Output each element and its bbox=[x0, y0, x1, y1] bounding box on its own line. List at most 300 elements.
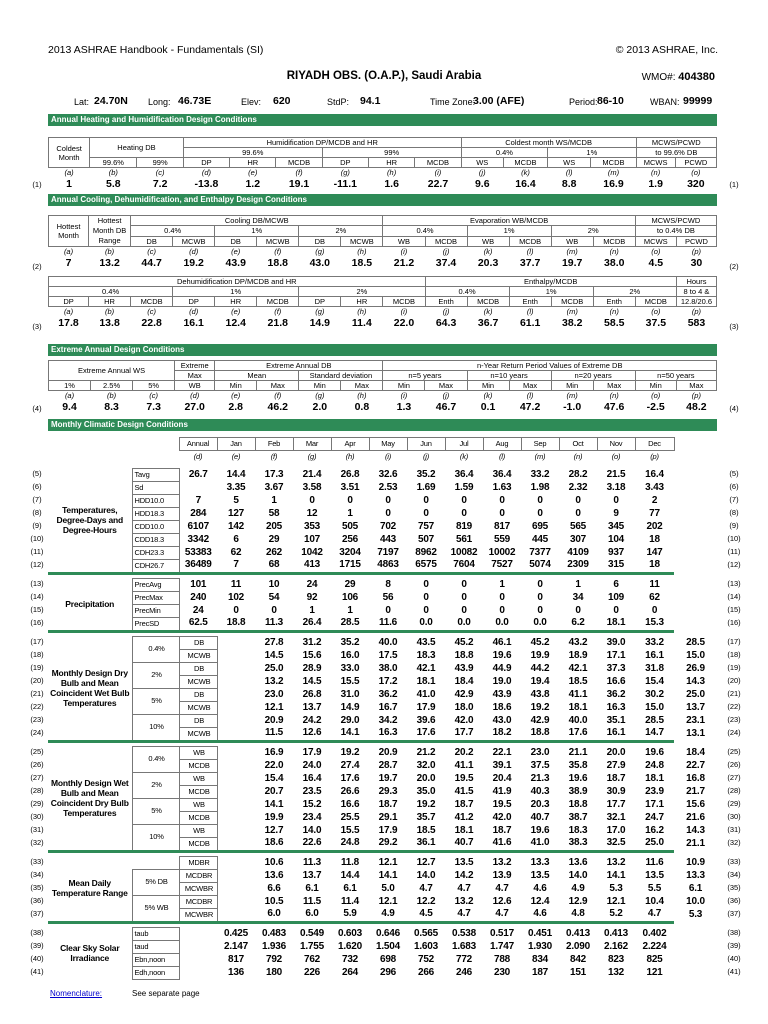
annual-value bbox=[217, 908, 255, 922]
month-value: 107 bbox=[303, 533, 321, 545]
annual-value bbox=[217, 895, 255, 908]
design-value: 37.7 bbox=[519, 257, 541, 269]
month-value: 42.1 bbox=[568, 662, 588, 674]
row-number: (9) bbox=[729, 521, 739, 530]
annual-value bbox=[217, 869, 255, 882]
colhead: Max bbox=[593, 381, 635, 391]
month-value: 3.58 bbox=[302, 481, 322, 493]
colhead: 1% bbox=[49, 381, 91, 391]
month-value: 17.3 bbox=[264, 468, 284, 480]
subhead: 0.4% bbox=[383, 226, 467, 236]
col-coldest-month: Coldest Month bbox=[49, 138, 90, 168]
month-value: 4.7 bbox=[495, 908, 509, 920]
wban-label: WBAN: bbox=[650, 97, 680, 107]
design-value: 9.4 bbox=[62, 401, 77, 413]
month-value: 11.6 bbox=[378, 617, 398, 629]
month-value: 29.2 bbox=[378, 837, 398, 849]
month-value: 41.0 bbox=[530, 837, 550, 849]
subhead: 2% bbox=[299, 287, 425, 297]
nomenclature-link[interactable]: Nomenclature: bbox=[50, 989, 103, 998]
period-label: Period: bbox=[569, 97, 598, 107]
month-value: 32.6 bbox=[378, 468, 398, 480]
month-value: 42.0 bbox=[454, 714, 474, 726]
month-value: 16.1 bbox=[645, 649, 664, 661]
design-value: 20.3 bbox=[477, 257, 499, 269]
month-value: 12.7 bbox=[264, 824, 284, 836]
month-value: 8962 bbox=[415, 546, 437, 558]
row-label: WB bbox=[179, 798, 217, 811]
row-number: (32) bbox=[727, 838, 741, 847]
month-value: 1 bbox=[347, 507, 353, 519]
month-value: 42.9 bbox=[530, 714, 550, 726]
month-header: Jul bbox=[445, 438, 483, 451]
design-value: 36.7 bbox=[477, 317, 499, 329]
footer bbox=[50, 989, 200, 998]
month-value: 18.1 bbox=[416, 675, 436, 687]
column-letter: (f) bbox=[295, 168, 303, 177]
month-value: 13.7 bbox=[302, 869, 322, 881]
colhead: WB bbox=[467, 236, 509, 246]
column-letter: (e) bbox=[231, 452, 241, 461]
month-value: 23.1 bbox=[686, 714, 705, 726]
month-value: 15.0 bbox=[686, 649, 705, 661]
group-label-mwb: Monthly Design Wet Bulb and Mean Coincident Dry Bulb Temperatures bbox=[50, 777, 129, 818]
month-value: 102 bbox=[227, 591, 245, 603]
blank bbox=[48, 438, 132, 451]
month-value: 1 bbox=[271, 494, 277, 506]
colhead: MCDB bbox=[635, 297, 676, 307]
month-value: 0 bbox=[499, 591, 505, 603]
month-header: Sep bbox=[521, 438, 559, 451]
month-value: 1.98 bbox=[530, 481, 550, 493]
month-value: 6.0 bbox=[267, 908, 281, 920]
long-label: Long: bbox=[148, 97, 171, 107]
row-label: CDD18.3 bbox=[132, 533, 179, 546]
month-value: 38.9 bbox=[568, 785, 588, 797]
month-value: 43.8 bbox=[530, 688, 550, 700]
month-value: 33.0 bbox=[340, 662, 360, 674]
month-value: 0 bbox=[271, 604, 277, 616]
month-value: 31.8 bbox=[645, 662, 664, 674]
row-number: (26) bbox=[30, 760, 44, 769]
colhead: DP bbox=[173, 297, 215, 307]
tz-value: 3.00 (AFE) bbox=[473, 95, 525, 107]
col-extreme-ws: Extreme Annual WS bbox=[49, 361, 175, 381]
month-value: 2.147 bbox=[223, 940, 249, 952]
month-value: 559 bbox=[493, 533, 511, 545]
month-value: 0.0 bbox=[495, 617, 509, 629]
row-number: (7) bbox=[729, 495, 739, 504]
column-letter: (p) bbox=[691, 247, 701, 256]
column-letter: (k) bbox=[521, 168, 530, 177]
month-value: 11.6 bbox=[645, 856, 664, 868]
month-value: 22.6 bbox=[302, 837, 322, 849]
colhead: MCDB bbox=[415, 158, 461, 168]
subhead: Standard deviation bbox=[299, 371, 383, 381]
row-label: DB bbox=[179, 714, 217, 727]
month-value: 732 bbox=[341, 953, 359, 965]
group-label-mdtr: Mean Daily Temperature Range bbox=[51, 878, 128, 899]
month-value: 565 bbox=[569, 520, 587, 532]
month-value: 4863 bbox=[377, 559, 399, 571]
letter-row bbox=[49, 247, 717, 257]
row-label: MCDB bbox=[179, 811, 217, 824]
row-label: CDH23.3 bbox=[132, 546, 179, 559]
month-value: 35.0 bbox=[416, 785, 436, 797]
row-number: (5) bbox=[729, 469, 739, 478]
month-value: 17.1 bbox=[645, 798, 664, 810]
design-value: 5.8 bbox=[106, 178, 121, 190]
month-header: Mar bbox=[293, 438, 331, 451]
month-value: 10082 bbox=[450, 546, 478, 558]
month-value: 43.0 bbox=[492, 714, 512, 726]
monthly-table bbox=[48, 437, 717, 980]
month-value: 13.2 bbox=[606, 856, 626, 868]
colhead: DP bbox=[299, 297, 341, 307]
row-number: (39) bbox=[727, 941, 741, 950]
design-value: 19.2 bbox=[183, 257, 204, 269]
colhead: Max bbox=[257, 381, 299, 391]
month-value: 41.0 bbox=[416, 688, 436, 700]
monthly-row bbox=[48, 507, 717, 520]
col-extreme-db: Extreme Annual DB bbox=[215, 361, 383, 371]
colhead: HR bbox=[230, 158, 276, 168]
colhead: WB bbox=[551, 236, 593, 246]
month-value: 4.5 bbox=[419, 908, 433, 920]
month-value: 23.4 bbox=[302, 811, 322, 823]
section-heating-title: Annual Heating and Humidification Design Conditions bbox=[48, 114, 717, 126]
month-header: Jun bbox=[407, 438, 445, 451]
design-value: -2.5 bbox=[646, 401, 665, 413]
column-letter: (b) bbox=[104, 247, 115, 256]
month-value: 0 bbox=[423, 604, 429, 616]
month-value: 18.9 bbox=[568, 649, 588, 661]
row-label: MCDBR bbox=[179, 869, 217, 882]
design-value: 1.2 bbox=[245, 178, 261, 190]
month-value: 2.224 bbox=[642, 940, 667, 952]
row-number: (40) bbox=[727, 954, 741, 963]
colhead: Min bbox=[635, 381, 676, 391]
subhead: n=50 years bbox=[635, 371, 716, 381]
month-value: 507 bbox=[417, 533, 435, 545]
column-letter: (g) bbox=[315, 391, 325, 400]
row-number: (21) bbox=[30, 689, 44, 698]
month-value: 38.7 bbox=[568, 811, 588, 823]
column-letter: (g) bbox=[340, 168, 350, 177]
row-number: (12) bbox=[30, 560, 44, 569]
row-number: (13) bbox=[727, 579, 741, 588]
month-value: 18 bbox=[649, 559, 660, 571]
percentile-label: 5% bbox=[132, 798, 179, 824]
month-value: 32.5 bbox=[606, 837, 626, 849]
annual-value: 36489 bbox=[184, 559, 212, 571]
design-value: 22.7 bbox=[427, 178, 449, 190]
month-value: 5.3 bbox=[688, 909, 703, 920]
colhead: MCWB bbox=[173, 236, 215, 246]
design-value: 320 bbox=[687, 178, 705, 190]
month-value: 16.6 bbox=[606, 675, 626, 687]
row-number: (32) bbox=[30, 838, 44, 847]
annual-value: 62.5 bbox=[188, 617, 208, 629]
design-value: 2.0 bbox=[312, 401, 328, 413]
month-value: 1715 bbox=[339, 559, 361, 571]
subhead: n=5 years bbox=[383, 371, 467, 381]
colhead: 99.6% bbox=[90, 158, 137, 168]
column-letter: (h) bbox=[357, 391, 367, 400]
month-value: 1 bbox=[575, 578, 581, 590]
month-value: 772 bbox=[455, 953, 473, 965]
colhead: DP bbox=[183, 158, 229, 168]
design-value: 44.7 bbox=[141, 257, 162, 269]
design-value: 9.6 bbox=[474, 178, 490, 190]
design-value: 22.8 bbox=[141, 317, 162, 329]
month-value: 14.5 bbox=[302, 675, 322, 687]
subhead: 2% bbox=[593, 287, 676, 297]
colhead: HR bbox=[368, 158, 414, 168]
month-value: 413 bbox=[303, 559, 321, 571]
subhead: n=20 years bbox=[551, 371, 635, 381]
row-number: (8) bbox=[729, 508, 739, 517]
month-value: 23.5 bbox=[302, 785, 322, 797]
month-value: 151 bbox=[569, 966, 587, 978]
column-letter: (g) bbox=[315, 247, 325, 256]
month-value: 142 bbox=[227, 520, 245, 532]
month-value: 36.4 bbox=[492, 468, 512, 480]
month-value: 36.1 bbox=[416, 837, 436, 849]
month-value: 0 bbox=[537, 591, 543, 603]
month-value: 54 bbox=[268, 591, 280, 603]
row-number: (19) bbox=[30, 663, 44, 672]
month-value: 0 bbox=[499, 507, 505, 519]
month-value: 43.2 bbox=[568, 636, 588, 648]
annual-value: 26.7 bbox=[188, 468, 208, 480]
section-cooling-title: Annual Cooling, Dehumidification, and Enthalpy Design Conditions bbox=[48, 194, 717, 206]
month-value: 24.2 bbox=[302, 714, 322, 726]
row-label: MCWB bbox=[179, 701, 217, 714]
month-value: 443 bbox=[379, 533, 397, 545]
design-value: 19.1 bbox=[288, 178, 310, 190]
monthly-row bbox=[48, 688, 717, 701]
monthly-row bbox=[48, 617, 717, 631]
month-value: 819 bbox=[455, 520, 473, 532]
annual-value bbox=[179, 481, 217, 494]
month-value: 17.6 bbox=[340, 772, 360, 784]
month-value: 16.4 bbox=[302, 772, 322, 784]
month-value: 14.1 bbox=[606, 869, 626, 881]
column-letter: (l) bbox=[498, 452, 506, 461]
colhead: 2.5% bbox=[91, 381, 133, 391]
row-number: (24) bbox=[727, 728, 741, 737]
month-value: 825 bbox=[646, 953, 663, 965]
month-value: 18.7 bbox=[492, 824, 512, 836]
month-value: 12.1 bbox=[378, 895, 398, 907]
month-value: 14.1 bbox=[378, 869, 398, 881]
monthly-row bbox=[48, 746, 717, 759]
column-letter: (j) bbox=[442, 307, 450, 316]
month-value: 28.5 bbox=[340, 617, 360, 629]
colhead: Min bbox=[467, 381, 509, 391]
month-value: 0 bbox=[461, 604, 467, 616]
month-value: 13.9 bbox=[492, 869, 512, 881]
month-value: 180 bbox=[265, 966, 283, 978]
month-value: 13.7 bbox=[686, 701, 705, 713]
column-letter: (k) bbox=[483, 391, 493, 400]
column-letter: (o) bbox=[651, 391, 661, 400]
month-value: 10.5 bbox=[264, 895, 284, 907]
row-number: (33) bbox=[727, 857, 741, 866]
month-value: 6.2 bbox=[571, 617, 585, 629]
month-value: 1.620 bbox=[337, 940, 363, 952]
col-extreme-max: Extreme bbox=[175, 361, 215, 371]
month-value: 7197 bbox=[377, 546, 399, 558]
row-number: (23) bbox=[30, 715, 44, 724]
month-value: 18.5 bbox=[568, 675, 588, 687]
design-value: 17.8 bbox=[58, 317, 79, 329]
month-value: 10.4 bbox=[645, 895, 664, 907]
row-label: MCDBR bbox=[179, 895, 217, 908]
month-value: 43.9 bbox=[454, 662, 474, 674]
monthly-row bbox=[48, 927, 717, 940]
column-letter: (i) bbox=[434, 168, 442, 177]
design-value: 8.8 bbox=[561, 178, 577, 190]
row-number: (28) bbox=[30, 786, 44, 795]
month-value: 15.4 bbox=[264, 772, 284, 784]
colhead: MCWS bbox=[636, 158, 675, 168]
month-value: 29.0 bbox=[340, 714, 360, 726]
subhead: 1% bbox=[467, 226, 551, 236]
monthly-row bbox=[48, 953, 717, 966]
month-value: 40.7 bbox=[454, 837, 474, 849]
column-letter: (f) bbox=[270, 452, 278, 461]
annual-value: 53383 bbox=[184, 546, 212, 558]
month-value: 14.3 bbox=[686, 824, 705, 836]
month-value: 46.1 bbox=[492, 636, 512, 648]
column-letter: (m) bbox=[566, 247, 578, 256]
month-value: 21.4 bbox=[302, 468, 322, 480]
row-number: (1) bbox=[32, 180, 42, 189]
row-number: (35) bbox=[30, 883, 44, 892]
design-value: 16.9 bbox=[603, 178, 624, 190]
row-label: PrecMin bbox=[132, 604, 179, 617]
month-value: 0.0 bbox=[457, 617, 471, 629]
row-number: (33) bbox=[30, 857, 44, 866]
month-value: 4.8 bbox=[571, 908, 585, 920]
column-letter: (o) bbox=[651, 247, 661, 256]
month-value: 68 bbox=[268, 559, 280, 571]
colhead: MCDB bbox=[503, 158, 547, 168]
monthly-row bbox=[48, 546, 717, 559]
month-value: 15.5 bbox=[340, 824, 360, 836]
month-letter-row bbox=[48, 451, 717, 464]
elev-value: 620 bbox=[273, 95, 291, 107]
month-value: 4109 bbox=[567, 546, 589, 558]
month-value: 28.9 bbox=[302, 662, 322, 674]
month-value: 1.603 bbox=[413, 940, 439, 952]
month-value: 37.5 bbox=[530, 759, 550, 771]
column-letter: (e) bbox=[231, 307, 241, 316]
colhead: MCDB bbox=[131, 297, 173, 307]
annual-value bbox=[179, 966, 217, 979]
design-value: 16.1 bbox=[183, 317, 204, 329]
month-value: 0.549 bbox=[299, 927, 325, 939]
monthly-row bbox=[48, 604, 717, 617]
column-letter: (n) bbox=[651, 168, 661, 177]
row-number: (27) bbox=[727, 773, 741, 782]
month-value: 18.4 bbox=[454, 675, 474, 687]
month-value: 0 bbox=[613, 494, 619, 506]
design-value: 13.8 bbox=[99, 317, 120, 329]
column-letter: (b) bbox=[104, 307, 115, 316]
column-letter: (j) bbox=[478, 168, 486, 177]
annual-value bbox=[217, 636, 255, 649]
month-value: 0.402 bbox=[642, 927, 667, 939]
month-value: 18.8 bbox=[226, 617, 246, 629]
design-value: 2.8 bbox=[228, 401, 244, 413]
row-label: HDD18.3 bbox=[132, 507, 179, 520]
month-value: 31.2 bbox=[302, 636, 322, 648]
row-number: (13) bbox=[30, 579, 44, 588]
month-value: 698 bbox=[379, 953, 397, 965]
percentile-label: 10% bbox=[132, 824, 179, 851]
column-letter: (j) bbox=[442, 247, 450, 256]
group-label-precip: Precipitation bbox=[65, 598, 115, 609]
month-value: 38.3 bbox=[568, 837, 588, 849]
month-value: 13.1 bbox=[686, 728, 705, 739]
column-letter: (k) bbox=[483, 307, 493, 316]
month-value: 187 bbox=[531, 966, 549, 978]
subhead: 2% bbox=[551, 226, 635, 236]
design-value: 37.4 bbox=[435, 257, 457, 269]
column-letter: (m) bbox=[566, 307, 578, 316]
month-value: 13.3 bbox=[686, 869, 705, 881]
row-number: (7) bbox=[32, 495, 42, 504]
monthly-row bbox=[48, 966, 717, 979]
colhead: Min bbox=[383, 381, 425, 391]
design-value: 38.0 bbox=[604, 257, 625, 269]
month-value: 752 bbox=[417, 953, 435, 965]
month-value: 15.2 bbox=[302, 798, 322, 810]
month-value: 39.0 bbox=[606, 636, 626, 648]
handbook-title: 2013 ASHRAE Handbook - Fundamentals (SI) bbox=[48, 44, 264, 56]
subhead: 1% bbox=[509, 287, 593, 297]
month-value: 0 bbox=[575, 507, 581, 519]
colhead: Max bbox=[341, 381, 383, 391]
subhead-0-4: 0.4% bbox=[461, 148, 547, 158]
colhead: WB bbox=[175, 381, 215, 391]
wmo-number: WMO#: 404380 bbox=[641, 71, 715, 83]
month-value: 5.2 bbox=[609, 908, 623, 920]
col-hottest-range: Hottest Month DB Range bbox=[89, 216, 131, 247]
row-number: (16) bbox=[727, 618, 741, 627]
column-letter: (h) bbox=[387, 168, 397, 177]
month-value: 18.8 bbox=[568, 798, 588, 810]
colhead: HR bbox=[215, 297, 257, 307]
month-value: 2309 bbox=[567, 559, 589, 571]
row-number: (15) bbox=[727, 605, 741, 614]
month-value: 17.5 bbox=[378, 649, 398, 661]
column-letter: (i) bbox=[400, 307, 408, 316]
col-mcws-pcwd: MCWS/PCWD bbox=[636, 138, 716, 148]
tz-label: Time Zone: bbox=[430, 97, 476, 107]
month-value: 26.9 bbox=[686, 662, 705, 674]
month-value: 26.6 bbox=[340, 785, 360, 797]
month-value: 17.7 bbox=[454, 727, 474, 739]
row-number: (20) bbox=[30, 676, 44, 685]
design-value: 46.2 bbox=[267, 401, 288, 413]
colhead: WS bbox=[548, 158, 591, 168]
month-value: 6.1 bbox=[343, 882, 357, 894]
month-value: 77 bbox=[649, 507, 660, 519]
